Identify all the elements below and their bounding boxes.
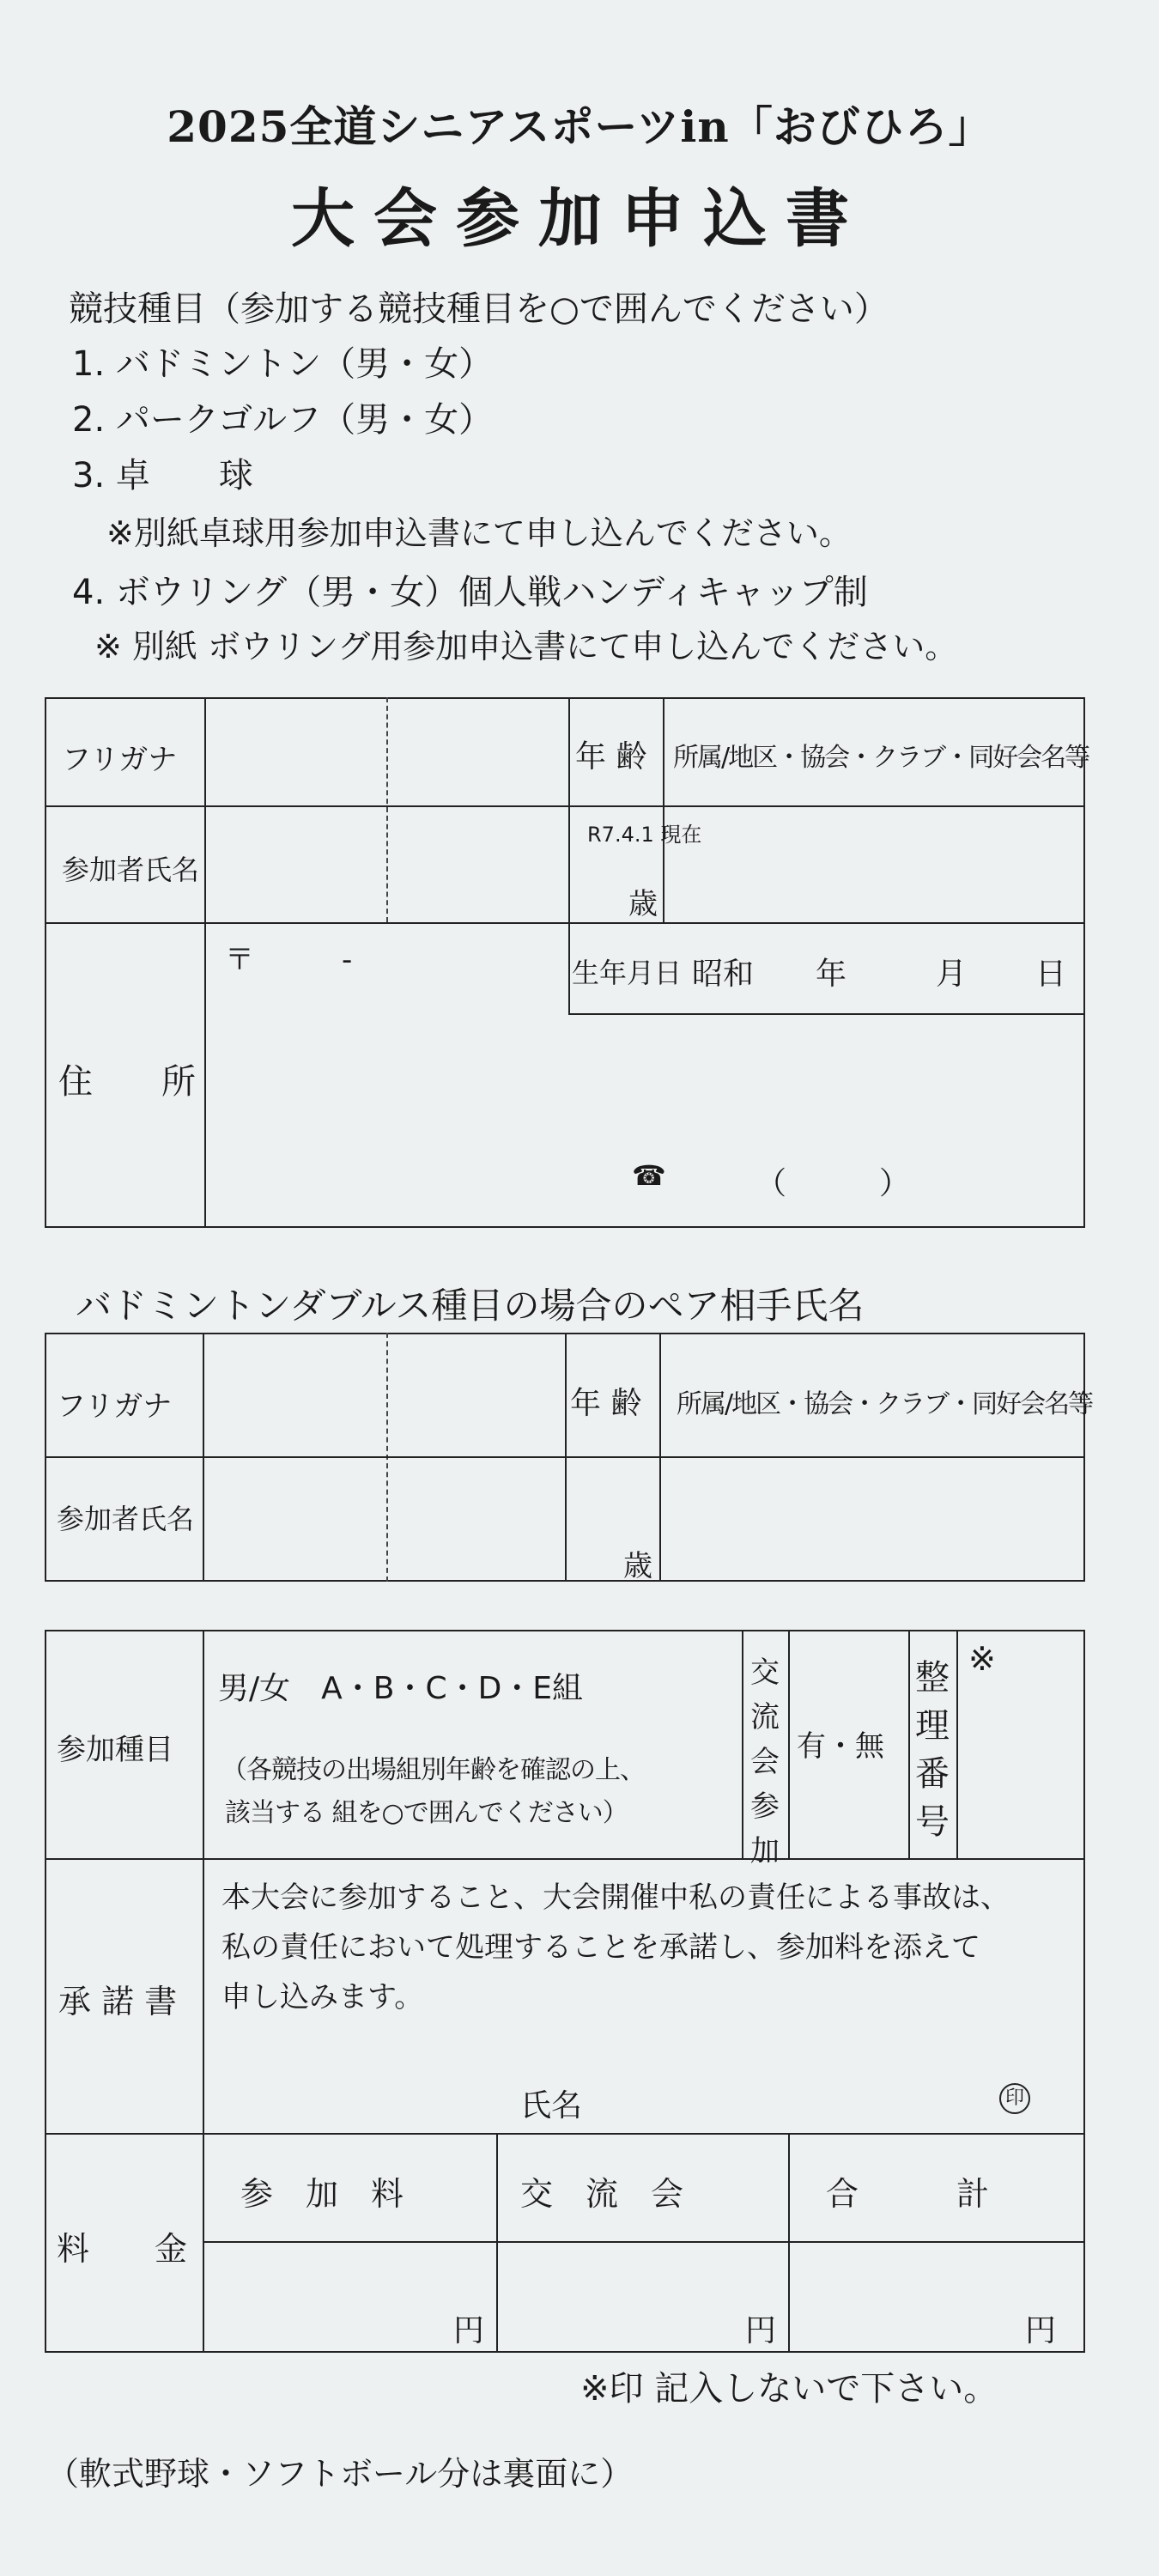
ref-number-mark: ※	[968, 1640, 996, 1678]
participation-fee-label: 参 加 料	[240, 2175, 404, 2213]
birthday-year: 年	[816, 957, 847, 992]
phone-parentheses: （ ）	[755, 1166, 911, 1201]
pair-affiliation-label: 所属/地区・協会・クラブ・同好会名等	[677, 1389, 1093, 1419]
postal-mark: 〒 -	[225, 943, 353, 977]
footer-note: ※印 記入しないで下さい。	[580, 2369, 998, 2409]
age-label: 年 齢	[575, 739, 647, 775]
consent-text-line3: 申し込みます。	[221, 1980, 424, 2014]
total-fee-label: 合 計	[826, 2175, 990, 2213]
form-title-line2: 大会参加申込書	[291, 182, 868, 256]
exchange-value: 有・無	[797, 1729, 884, 1764]
consent-text-line1: 本大会に参加すること、大会開催中私の責任による事故は、	[221, 1880, 1010, 1915]
birthday-era: 昭和	[692, 957, 755, 992]
pair-furigana-label: フリガナ	[57, 1389, 173, 1424]
pair-name-label: 参加者氏名	[57, 1503, 195, 1535]
applicant-table	[45, 697, 1085, 1228]
exchange-label: 交流会参加	[750, 1656, 780, 1868]
event-note-tabletennis: ※別紙卓球用参加申込書にて申し込んでください。	[106, 514, 852, 552]
phone-icon: ☎	[632, 1159, 666, 1192]
as-of-date: R7.4.1 現在	[587, 823, 702, 847]
pair-age-unit: 歳	[623, 1549, 652, 1583]
pair-age-label: 年 齢	[570, 1386, 642, 1421]
fee-label: 料 金	[57, 2230, 188, 2268]
exchange-fee-label: 交 流 会	[520, 2175, 684, 2213]
participation-fee-yen: 円	[453, 2313, 485, 2348]
category-note-line2: 該当する 組を○で囲んでください）	[225, 1798, 628, 1828]
birthday-month: 月	[936, 957, 968, 992]
category-label: 参加種目	[57, 1733, 173, 1767]
birthday-day: 日	[1035, 957, 1067, 992]
affiliation-label: 所属/地区・協会・クラブ・同好会名等	[673, 743, 1089, 773]
pair-header: バドミントンダブルス種目の場合のペア相手氏名	[76, 1285, 865, 1327]
footer-back-note: （軟式野球・ソフトボール分は裏面に）	[46, 2455, 634, 2493]
consent-label: 承 諾 書	[58, 1983, 178, 2020]
participant-name-label: 参加者氏名	[62, 854, 200, 886]
form-title-line1: 2025全道シニアスポーツin「おびひろ」	[167, 101, 992, 152]
seal-mark: 印	[999, 2083, 1030, 2114]
exchange-fee-yen: 円	[745, 2313, 777, 2348]
ref-number-label: 整理番号	[915, 1658, 950, 1842]
furigana-label: フリガナ	[62, 743, 178, 777]
address-label: 住 所	[58, 1062, 196, 1102]
age-unit: 歳	[628, 887, 658, 921]
category-note-line1: （各競技の出場組別年齢を確認の上、	[221, 1755, 645, 1785]
consent-text-line2: 私の責任において処理することを承諾し、参加料を添えて	[221, 1930, 980, 1965]
event-item-badminton: 1. バドミントン（男・女）	[72, 344, 494, 384]
event-item-bowling: 4. ボウリング（男・女）個人戦ハンディキャップ制	[72, 573, 868, 612]
event-note-bowling: ※ 別紙 ボウリング用参加申込書にて申し込んでください。	[94, 628, 958, 665]
event-item-parkgolf: 2. パークゴルフ（男・女）	[72, 400, 494, 440]
birthday-label: 生年月日	[572, 957, 683, 989]
event-item-tabletennis: 3. 卓 球	[72, 456, 253, 495]
consent-name-label: 氏名	[520, 2088, 583, 2123]
total-fee-yen: 円	[1025, 2313, 1057, 2348]
events-header: 競技種目（参加する競技種目を○で囲んでください）	[69, 289, 889, 329]
category-groups: 男/女 A・B・C・D・E組	[218, 1671, 584, 1706]
